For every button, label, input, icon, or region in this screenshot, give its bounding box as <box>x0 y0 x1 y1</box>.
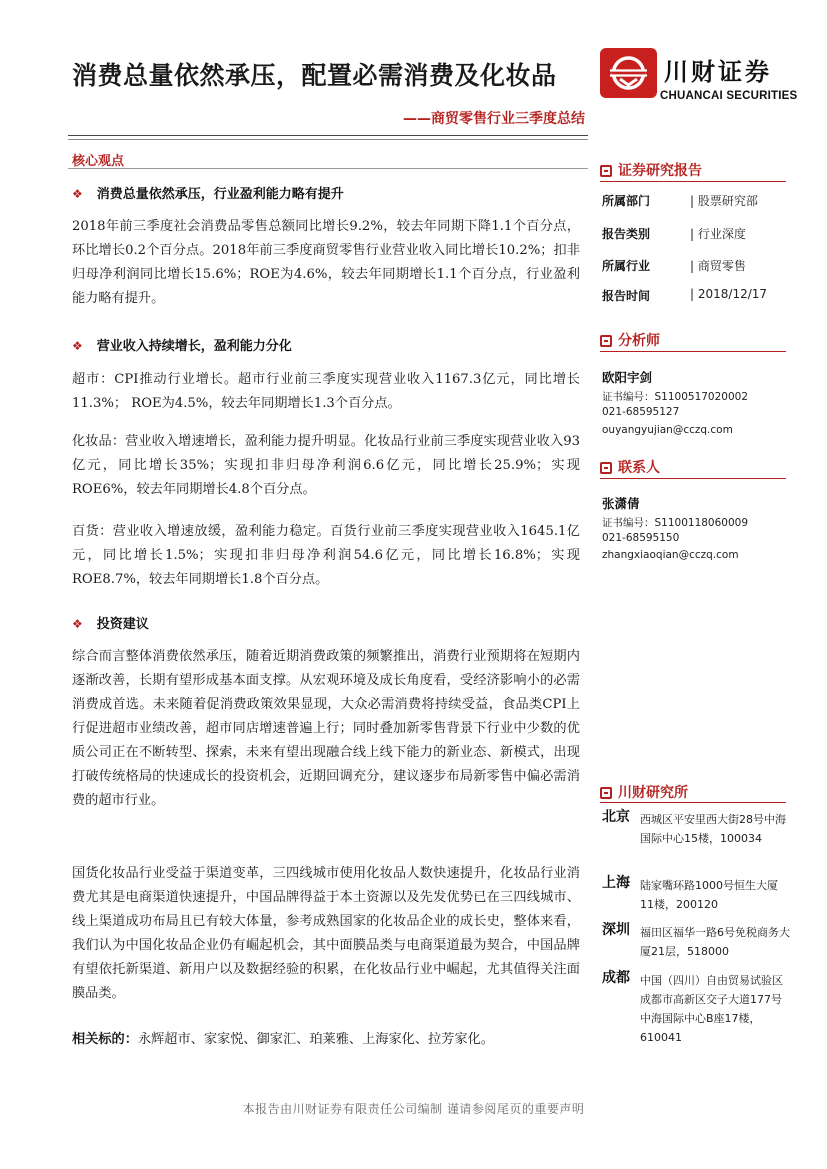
section-heading <box>72 183 344 202</box>
office-city: 成都 <box>602 970 630 986</box>
paragraph: 超市：CPI推动行业增长。超市行业前三季度实现营业收入1167.3亿元，同比增长11.3%； ROE为4.5%，较去年同期增长1.3个百分点。 <box>72 372 580 411</box>
analyst-email[interactable]: ouyangyujian@cczq.com <box>602 424 733 436</box>
sidebar-contact-heading-text: 联系人 <box>618 460 660 476</box>
office-city: 北京 <box>602 809 630 825</box>
sidebar-analyst-heading-text: 分析师 <box>618 333 660 349</box>
contact-phone: 021-68595150 <box>602 532 680 544</box>
section-marker-icon <box>600 165 612 177</box>
section-heading-text: 投资建议 <box>96 617 149 632</box>
section-marker-icon <box>600 787 612 799</box>
core-heading: 核心观点 <box>72 154 125 169</box>
paragraph: 化妆品：营业收入增速增长，盈利能力提升明显。化妆品行业前三季度实现营业收入93亿元，同比增长35%；实现扣非归母净利润6.6亿元，同比增长25.9%；实现ROE6%，较去年同期增长4.8个百分点。 <box>72 434 580 497</box>
meta-key: 报告时间 <box>602 289 651 303</box>
contact-email[interactable]: zhangxiaoqian@cczq.com <box>602 549 739 561</box>
paragraph: 国货化妆品行业受益于渠道变革，三四线城市使用化妆品人数快速提升，化妆品行业消费尤其是电商渠道快速提升，中国品牌得益于本土资源以及先发优势已在三四线城市、线上渠道成功布局且已有较大体量，参考成熟国家的化妆品企业的成长史，整体来看，我们认为中国化妆品企业仍有崛起机会，其中面膜品类与电商渠道最为契合，中国品牌有望依托新渠道、新用户以及数据经验的积累，在化妆品行业中崛起，尤其值得关注面膜品类。 <box>72 866 580 1001</box>
contact-cert: 证书编号：S1100118060009 <box>602 517 749 529</box>
section-heading <box>72 335 292 354</box>
logo-company-name-en: CHUANCAI SECURITIES <box>660 90 798 102</box>
office-address: 福田区福华一路6号免税商务大厦21层，518000 <box>640 926 790 958</box>
diamond-bullet-icon: ❖ <box>72 187 83 201</box>
logo-company-name: 川财证券 <box>664 58 772 86</box>
meta-value: | 行业深度 <box>690 227 746 241</box>
sidebar-report-heading <box>600 160 702 180</box>
analyst-cert: 证书编号：S1100517020002 <box>602 391 749 403</box>
header-divider <box>68 135 588 136</box>
analyst-name: 欧阳宇剑 <box>602 370 653 385</box>
diamond-bullet-icon: ❖ <box>72 339 83 353</box>
header-divider-thin <box>68 139 588 140</box>
chuancai-logo-icon <box>600 48 657 98</box>
sidebar-divider <box>600 802 786 803</box>
paragraph: 综合而言整体消费依然承压，随着近期消费政策的频繁推出，消费行业预期将在短期内逐渐改善，长期有望形成基本面支撑。从宏观环境及成长角度看，受经济影响小的必需消费成首选。未来随着促消费政策效果显现，大众必需消费将持续受益，食品类CPI上行促进超市业绩改善，超市同店增速普遍上行；同时叠加新零售背景下行业中少数的优质公司正在不断转型、探索，未来有望出现融合线上线下能力的新业态、新模式，出现打破传统格局的快速成长的投资机会，近期回调充分，建议逐步布局新零售中偏必需消费的超市行业。 <box>72 649 580 808</box>
related-value: 永辉超市、家家悦、御家汇、珀莱雅、上海家化、拉芳家化。 <box>137 1032 494 1047</box>
meta-value: | 商贸零售 <box>690 259 746 273</box>
section-marker-icon <box>600 462 612 474</box>
contact-name: 张潇倩 <box>602 496 640 511</box>
core-divider <box>68 168 588 169</box>
report-subtitle: ——商贸零售行业三季度总结 <box>403 111 585 127</box>
sidebar-report-heading-text: 证券研究报告 <box>618 163 702 179</box>
analyst-phone: 021-68595127 <box>602 406 680 418</box>
section-marker-icon <box>600 335 612 347</box>
footer-disclaimer: 本报告由川财证券有限责任公司编制 谨请参阅尾页的重要声明 <box>242 1102 585 1116</box>
office-address: 陆家嘴环路1000号恒生大厦11楼，200120 <box>640 879 778 911</box>
report-title: 消费总量依然承压，配置必需消费及化妆品 <box>72 61 557 90</box>
related-stocks <box>72 1028 580 1052</box>
office-address: 中国（四川）自由贸易试验区成都市高新区交子大道177号中海国际中心B座17楼，610041 <box>640 974 783 1044</box>
meta-key: 所属部门 <box>602 194 651 208</box>
sidebar-institute-heading <box>600 782 688 802</box>
section-heading-text: 营业收入持续增长，盈利能力分化 <box>96 339 292 354</box>
section-heading-text: 消费总量依然承压，行业盈利能力略有提升 <box>96 187 344 202</box>
meta-key: 所属行业 <box>602 259 651 273</box>
paragraph: 百货：营业收入增速放缓，盈利能力稳定。百货行业前三季度实现营业收入1645.1亿元，同比增长1.5%；实现扣非归母净利润54.6亿元，同比增长16.8%；实现ROE8.7%，较去年同期增长1.8个百分点。 <box>72 524 580 587</box>
sidebar-divider <box>600 181 786 182</box>
meta-value: | 2018/12/17 <box>690 287 768 301</box>
office-city: 深圳 <box>602 922 630 938</box>
sidebar-divider <box>600 351 786 352</box>
diamond-bullet-icon: ❖ <box>72 617 83 631</box>
sidebar-analyst-heading <box>600 330 660 350</box>
section-heading <box>72 613 149 632</box>
office-city: 上海 <box>602 875 630 891</box>
sidebar-divider <box>600 478 786 479</box>
meta-value: | 股票研究部 <box>690 194 758 208</box>
paragraph: 2018年前三季度社会消费品零售总额同比增长9.2%，较去年同期下降1.1个百分点，环比增长0.2个百分点。2018年前三季度商贸零售行业营业收入同比增长10.2%；扣非归母净利润同比增长15.6%；ROE为4.6%，较去年同期增长1.1个百分点，行业盈利能力略有提升。 <box>72 219 580 306</box>
meta-key: 报告类别 <box>602 227 651 241</box>
related-label: 相关标的： <box>72 1032 138 1047</box>
sidebar-contact-heading <box>600 457 660 477</box>
sidebar-institute-heading-text: 川财研究所 <box>618 785 688 801</box>
office-address: 西城区平安里西大街28号中海国际中心15楼，100034 <box>640 813 786 845</box>
